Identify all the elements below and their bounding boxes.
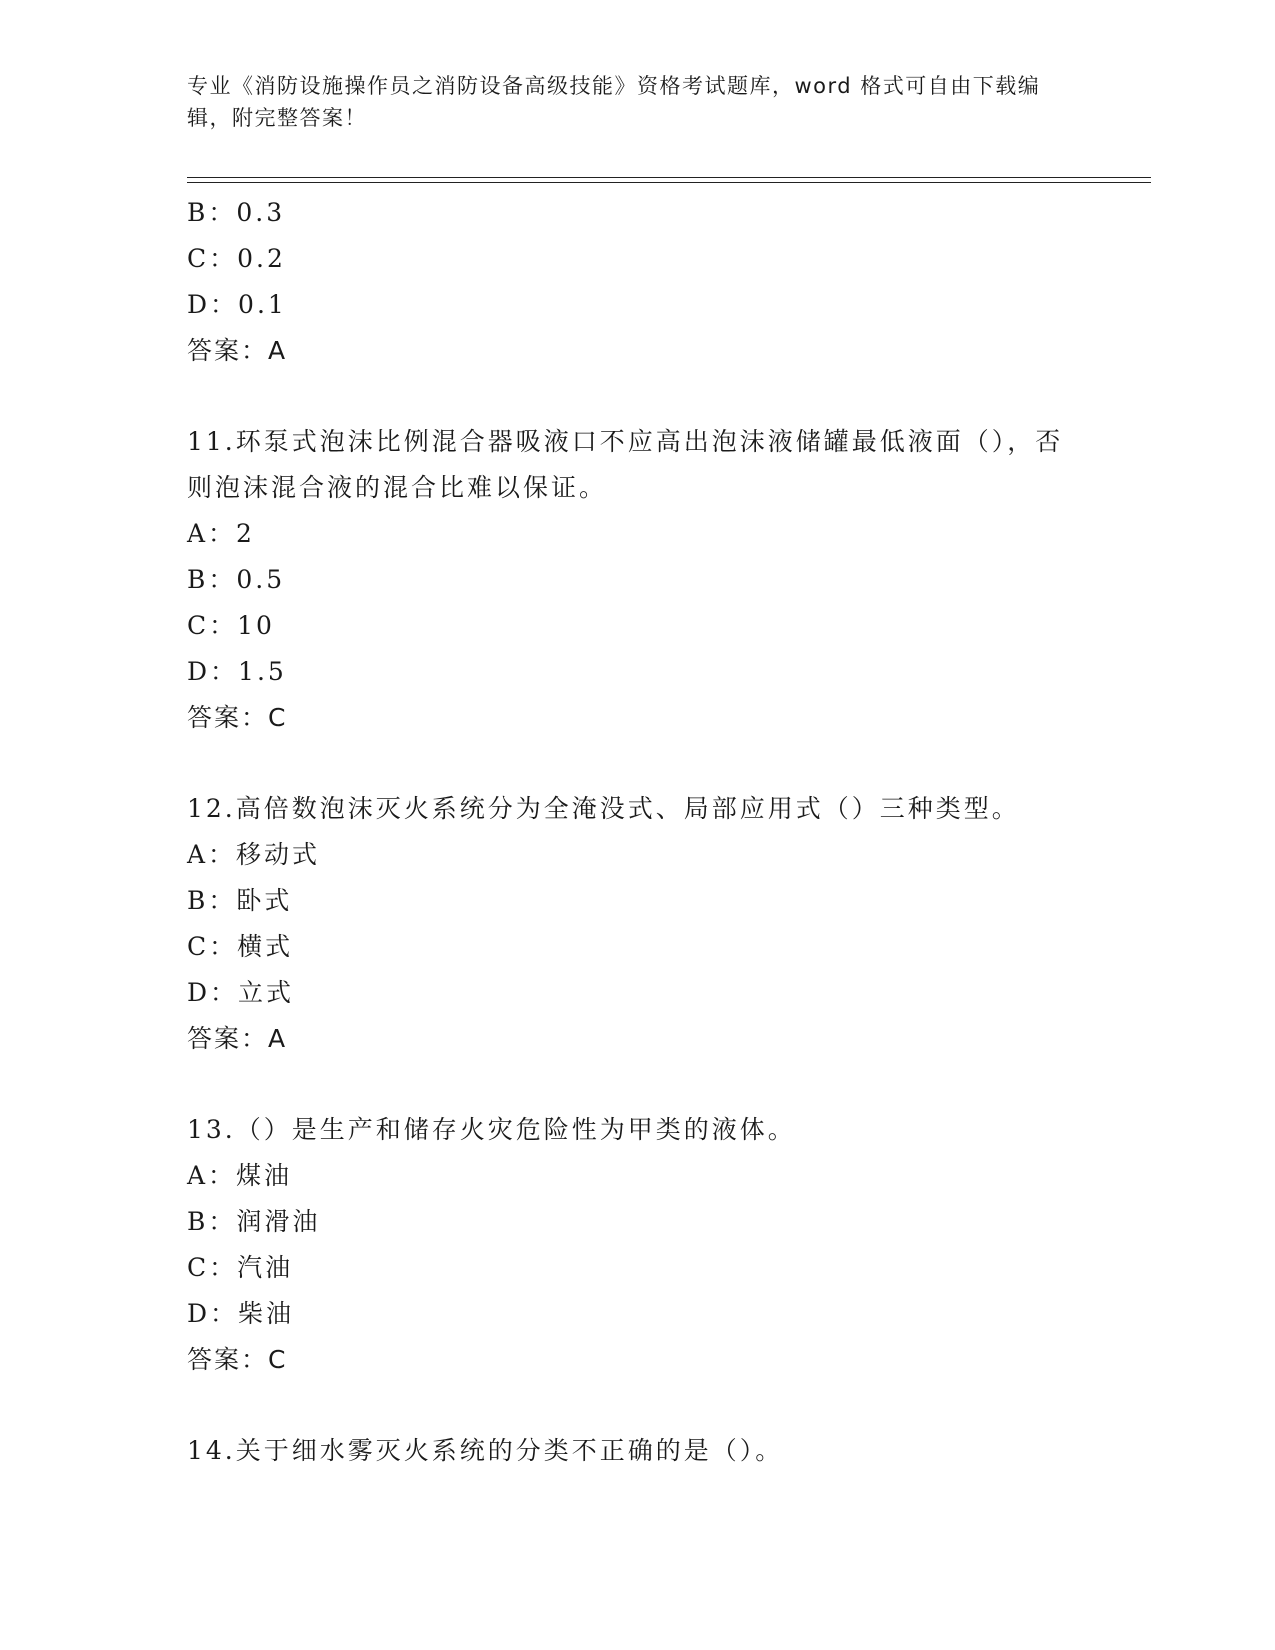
option-c: C：汽油 [187,1253,294,1282]
header-divider-bottom [187,182,1151,183]
question-stem: 12.高倍数泡沫灭火系统分为全淹没式、局部应用式（）三种类型。 [187,794,1020,823]
option-c: C：横式 [187,932,294,961]
option-a: A：煤油 [187,1161,293,1190]
header-divider-top [187,177,1151,178]
option-d: D：柴油 [187,1299,295,1328]
question-12 [187,786,1087,1062]
option-b: B：0.3 [187,198,286,227]
document-header: 专业《消防设施操作员之消防设备高级技能》资格考试题库，word 格式可自由下载编辑，附完整答案！ [187,74,1041,130]
option-d: D：1.5 [187,657,287,686]
answer: 答案：A [187,1024,288,1053]
option-c: C：10 [187,611,275,640]
question-13 [187,1107,1087,1383]
question-stem: 13.（）是生产和储存火灾危险性为甲类的液体。 [187,1115,796,1144]
question-10-partial [187,190,1087,374]
option-b: B：卧式 [187,886,293,915]
option-c: C：0.2 [187,244,286,273]
option-a: A：2 [187,519,255,548]
answer: 答案：C [187,1345,288,1374]
answer: 答案：C [187,703,288,732]
option-b: B：0.5 [187,565,286,594]
question-stem: 14.关于细水雾灭火系统的分类不正确的是（）。 [187,1436,784,1465]
question-11 [187,419,1087,741]
option-a: A：移动式 [187,840,321,869]
option-d: D：0.1 [187,290,287,319]
question-list [187,190,1087,1474]
answer: 答案：A [187,336,288,365]
question-14 [187,1428,1087,1474]
option-d: D：立式 [187,978,295,1007]
question-stem: 11.环泵式泡沫比例混合器吸液口不应高出泡沫液储罐最低液面（），否则泡沫混合液的混合比难以保证。 [187,427,1064,502]
option-b: B：润滑油 [187,1207,321,1236]
